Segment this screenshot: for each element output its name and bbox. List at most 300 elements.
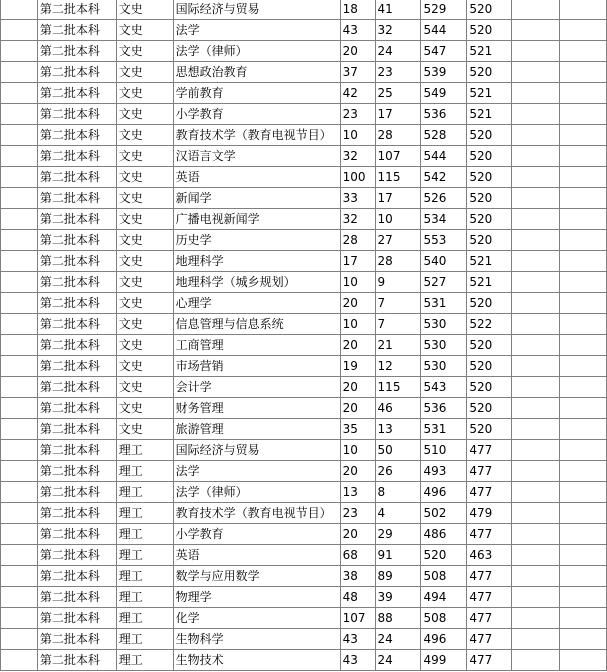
table-row (1, 440, 607, 461)
batch-cell: 第二批本科 (37, 650, 116, 671)
empty-cell (560, 20, 607, 41)
highest-score-cell: 508 (421, 566, 467, 587)
highest-score-cell: 494 (421, 587, 467, 608)
batch-cell: 第二批本科 (37, 608, 116, 629)
highest-score-cell: 549 (421, 83, 467, 104)
table-row (1, 356, 607, 377)
empty-cell (512, 209, 560, 230)
category-cell: 文史 (116, 104, 173, 125)
table-row (1, 0, 607, 20)
table-row (1, 314, 607, 335)
batch-cell: 第二批本科 (37, 356, 116, 377)
batch-cell: 第二批本科 (37, 461, 116, 482)
lowest-score-cell: 520 (467, 209, 512, 230)
batch-cell: 第二批本科 (37, 104, 116, 125)
lowest-score-cell: 477 (467, 524, 512, 545)
highest-score-cell: 508 (421, 608, 467, 629)
row-margin-cell (1, 188, 38, 209)
admitted-count-cell: 24 (375, 41, 421, 62)
plan-count-cell: 20 (340, 461, 375, 482)
admitted-count-cell: 26 (375, 461, 421, 482)
major-cell: 化学 (173, 608, 340, 629)
plan-count-cell: 10 (340, 314, 375, 335)
plan-count-cell: 20 (340, 335, 375, 356)
major-cell: 地理科学 (173, 251, 340, 272)
empty-cell (512, 419, 560, 440)
empty-cell (512, 167, 560, 188)
highest-score-cell: 496 (421, 482, 467, 503)
empty-cell (560, 188, 607, 209)
lowest-score-cell: 522 (467, 314, 512, 335)
category-cell: 文史 (116, 209, 173, 230)
empty-cell (560, 482, 607, 503)
row-margin-cell (1, 440, 38, 461)
row-margin-cell (1, 230, 38, 251)
highest-score-cell: 527 (421, 272, 467, 293)
row-margin-cell (1, 104, 38, 125)
table-row (1, 272, 607, 293)
plan-count-cell: 20 (340, 293, 375, 314)
admitted-count-cell: 17 (375, 104, 421, 125)
empty-cell (512, 125, 560, 146)
row-margin-cell (1, 167, 38, 188)
highest-score-cell: 526 (421, 188, 467, 209)
highest-score-cell: 553 (421, 230, 467, 251)
admitted-count-cell: 107 (375, 146, 421, 167)
category-cell: 文史 (116, 188, 173, 209)
admitted-count-cell: 4 (375, 503, 421, 524)
table-row (1, 419, 607, 440)
batch-cell: 第二批本科 (37, 167, 116, 188)
category-cell: 理工 (116, 545, 173, 566)
empty-cell (560, 566, 607, 587)
category-cell: 文史 (116, 41, 173, 62)
empty-cell (560, 230, 607, 251)
lowest-score-cell: 520 (467, 356, 512, 377)
empty-cell (560, 0, 607, 20)
plan-count-cell: 38 (340, 566, 375, 587)
row-margin-cell (1, 209, 38, 230)
admitted-count-cell: 32 (375, 20, 421, 41)
batch-cell: 第二批本科 (37, 0, 116, 20)
batch-cell: 第二批本科 (37, 251, 116, 272)
row-margin-cell (1, 503, 38, 524)
plan-count-cell: 43 (340, 629, 375, 650)
admitted-count-cell: 41 (375, 0, 421, 20)
empty-cell (512, 461, 560, 482)
category-cell: 文史 (116, 377, 173, 398)
category-cell: 文史 (116, 251, 173, 272)
empty-cell (512, 230, 560, 251)
empty-cell (560, 545, 607, 566)
category-cell: 文史 (116, 230, 173, 251)
plan-count-cell: 37 (340, 62, 375, 83)
empty-cell (560, 62, 607, 83)
category-cell: 理工 (116, 650, 173, 671)
plan-count-cell: 20 (340, 41, 375, 62)
lowest-score-cell: 521 (467, 41, 512, 62)
highest-score-cell: 531 (421, 293, 467, 314)
batch-cell: 第二批本科 (37, 41, 116, 62)
table-row (1, 104, 607, 125)
major-cell: 英语 (173, 167, 340, 188)
category-cell: 理工 (116, 608, 173, 629)
admitted-count-cell: 7 (375, 314, 421, 335)
lowest-score-cell: 477 (467, 566, 512, 587)
empty-cell (512, 377, 560, 398)
highest-score-cell: 510 (421, 440, 467, 461)
empty-cell (560, 377, 607, 398)
highest-score-cell: 534 (421, 209, 467, 230)
empty-cell (512, 482, 560, 503)
batch-cell: 第二批本科 (37, 230, 116, 251)
batch-cell: 第二批本科 (37, 335, 116, 356)
batch-cell: 第二批本科 (37, 146, 116, 167)
lowest-score-cell: 521 (467, 83, 512, 104)
row-margin-cell (1, 335, 38, 356)
empty-cell (512, 272, 560, 293)
batch-cell: 第二批本科 (37, 524, 116, 545)
admitted-count-cell: 10 (375, 209, 421, 230)
category-cell: 文史 (116, 272, 173, 293)
plan-count-cell: 28 (340, 230, 375, 251)
plan-count-cell: 100 (340, 167, 375, 188)
lowest-score-cell: 477 (467, 461, 512, 482)
admitted-count-cell: 13 (375, 419, 421, 440)
lowest-score-cell: 520 (467, 167, 512, 188)
highest-score-cell: 530 (421, 335, 467, 356)
lowest-score-cell: 477 (467, 440, 512, 461)
major-cell: 市场营销 (173, 356, 340, 377)
empty-cell (512, 188, 560, 209)
major-cell: 新闻学 (173, 188, 340, 209)
table-row (1, 293, 607, 314)
admitted-count-cell: 28 (375, 251, 421, 272)
highest-score-cell: 529 (421, 0, 467, 20)
row-margin-cell (1, 629, 38, 650)
empty-cell (512, 335, 560, 356)
major-cell: 历史学 (173, 230, 340, 251)
table-row (1, 251, 607, 272)
highest-score-cell: 496 (421, 629, 467, 650)
admitted-count-cell: 28 (375, 125, 421, 146)
empty-cell (560, 335, 607, 356)
admitted-count-cell: 91 (375, 545, 421, 566)
admitted-count-cell: 88 (375, 608, 421, 629)
plan-count-cell: 33 (340, 188, 375, 209)
plan-count-cell: 23 (340, 503, 375, 524)
major-cell: 财务管理 (173, 398, 340, 419)
admitted-count-cell: 21 (375, 335, 421, 356)
category-cell: 文史 (116, 398, 173, 419)
lowest-score-cell: 520 (467, 20, 512, 41)
table-row (1, 335, 607, 356)
empty-cell (560, 251, 607, 272)
batch-cell: 第二批本科 (37, 629, 116, 650)
table-row (1, 587, 607, 608)
highest-score-cell: 540 (421, 251, 467, 272)
category-cell: 文史 (116, 83, 173, 104)
major-cell: 广播电视新闻学 (173, 209, 340, 230)
batch-cell: 第二批本科 (37, 272, 116, 293)
row-margin-cell (1, 419, 38, 440)
major-cell: 学前教育 (173, 83, 340, 104)
table-row (1, 377, 607, 398)
table-row (1, 461, 607, 482)
batch-cell: 第二批本科 (37, 566, 116, 587)
row-margin-cell (1, 356, 38, 377)
category-cell: 理工 (116, 482, 173, 503)
empty-cell (512, 314, 560, 335)
category-cell: 理工 (116, 587, 173, 608)
table-row (1, 20, 607, 41)
empty-cell (560, 104, 607, 125)
highest-score-cell: 530 (421, 314, 467, 335)
empty-cell (560, 608, 607, 629)
admitted-count-cell: 23 (375, 62, 421, 83)
admitted-count-cell: 7 (375, 293, 421, 314)
plan-count-cell: 20 (340, 398, 375, 419)
plan-count-cell: 10 (340, 440, 375, 461)
category-cell: 文史 (116, 125, 173, 146)
table-row (1, 482, 607, 503)
admitted-count-cell: 27 (375, 230, 421, 251)
row-margin-cell (1, 41, 38, 62)
major-cell: 会计学 (173, 377, 340, 398)
category-cell: 理工 (116, 566, 173, 587)
plan-count-cell: 48 (340, 587, 375, 608)
plan-count-cell: 20 (340, 524, 375, 545)
batch-cell: 第二批本科 (37, 545, 116, 566)
admitted-count-cell: 24 (375, 650, 421, 671)
empty-cell (560, 83, 607, 104)
table-row (1, 41, 607, 62)
plan-count-cell: 32 (340, 146, 375, 167)
empty-cell (560, 272, 607, 293)
highest-score-cell: 493 (421, 461, 467, 482)
empty-cell (560, 41, 607, 62)
empty-cell (560, 293, 607, 314)
admitted-count-cell: 46 (375, 398, 421, 419)
lowest-score-cell: 520 (467, 419, 512, 440)
major-cell: 教育技术学（教育电视节目） (173, 125, 340, 146)
table-row (1, 566, 607, 587)
highest-score-cell: 544 (421, 20, 467, 41)
empty-cell (560, 314, 607, 335)
admitted-count-cell: 29 (375, 524, 421, 545)
plan-count-cell: 19 (340, 356, 375, 377)
major-cell: 国际经济与贸易 (173, 440, 340, 461)
admitted-count-cell: 50 (375, 440, 421, 461)
empty-cell (512, 650, 560, 671)
empty-cell (512, 41, 560, 62)
table-row (1, 209, 607, 230)
major-cell: 汉语言文学 (173, 146, 340, 167)
row-margin-cell (1, 524, 38, 545)
highest-score-cell: 530 (421, 356, 467, 377)
major-cell: 信息管理与信息系统 (173, 314, 340, 335)
admitted-count-cell: 39 (375, 587, 421, 608)
highest-score-cell: 520 (421, 545, 467, 566)
empty-cell (512, 398, 560, 419)
lowest-score-cell: 520 (467, 146, 512, 167)
empty-cell (512, 293, 560, 314)
highest-score-cell: 499 (421, 650, 467, 671)
category-cell: 文史 (116, 314, 173, 335)
empty-cell (560, 461, 607, 482)
major-cell: 生物科学 (173, 629, 340, 650)
batch-cell: 第二批本科 (37, 62, 116, 83)
empty-cell (560, 398, 607, 419)
major-cell: 数学与应用数学 (173, 566, 340, 587)
lowest-score-cell: 477 (467, 587, 512, 608)
highest-score-cell: 542 (421, 167, 467, 188)
plan-count-cell: 10 (340, 272, 375, 293)
empty-cell (512, 146, 560, 167)
category-cell: 理工 (116, 503, 173, 524)
batch-cell: 第二批本科 (37, 293, 116, 314)
batch-cell: 第二批本科 (37, 587, 116, 608)
major-cell: 地理科学（城乡规划） (173, 272, 340, 293)
row-margin-cell (1, 293, 38, 314)
category-cell: 理工 (116, 461, 173, 482)
major-cell: 法学（律师） (173, 41, 340, 62)
empty-cell (512, 20, 560, 41)
major-cell: 旅游管理 (173, 419, 340, 440)
lowest-score-cell: 477 (467, 629, 512, 650)
empty-cell (512, 62, 560, 83)
category-cell: 理工 (116, 524, 173, 545)
empty-cell (512, 503, 560, 524)
batch-cell: 第二批本科 (37, 314, 116, 335)
empty-cell (512, 83, 560, 104)
lowest-score-cell: 477 (467, 608, 512, 629)
empty-cell (560, 650, 607, 671)
row-margin-cell (1, 251, 38, 272)
lowest-score-cell: 520 (467, 293, 512, 314)
empty-cell (560, 419, 607, 440)
row-margin-cell (1, 482, 38, 503)
plan-count-cell: 13 (340, 482, 375, 503)
lowest-score-cell: 520 (467, 230, 512, 251)
plan-count-cell: 32 (340, 209, 375, 230)
row-margin-cell (1, 608, 38, 629)
row-margin-cell (1, 398, 38, 419)
lowest-score-cell: 520 (467, 188, 512, 209)
batch-cell: 第二批本科 (37, 482, 116, 503)
empty-cell (512, 440, 560, 461)
batch-cell: 第二批本科 (37, 398, 116, 419)
category-cell: 文史 (116, 0, 173, 20)
table-row (1, 167, 607, 188)
category-cell: 文史 (116, 293, 173, 314)
empty-cell (560, 125, 607, 146)
major-cell: 教育技术学（教育电视节目） (173, 503, 340, 524)
empty-cell (512, 608, 560, 629)
highest-score-cell: 544 (421, 146, 467, 167)
row-margin-cell (1, 0, 38, 20)
major-cell: 物理学 (173, 587, 340, 608)
lowest-score-cell: 520 (467, 62, 512, 83)
category-cell: 文史 (116, 335, 173, 356)
lowest-score-cell: 479 (467, 503, 512, 524)
batch-cell: 第二批本科 (37, 419, 116, 440)
lowest-score-cell: 477 (467, 482, 512, 503)
plan-count-cell: 18 (340, 0, 375, 20)
batch-cell: 第二批本科 (37, 20, 116, 41)
empty-cell (560, 356, 607, 377)
table-row (1, 230, 607, 251)
category-cell: 理工 (116, 629, 173, 650)
lowest-score-cell: 521 (467, 272, 512, 293)
table-row (1, 545, 607, 566)
major-cell: 小学教育 (173, 104, 340, 125)
lowest-score-cell: 520 (467, 125, 512, 146)
empty-cell (512, 629, 560, 650)
plan-count-cell: 107 (340, 608, 375, 629)
table-row (1, 62, 607, 83)
table-row (1, 188, 607, 209)
empty-cell (512, 104, 560, 125)
plan-count-cell: 35 (340, 419, 375, 440)
admitted-count-cell: 25 (375, 83, 421, 104)
empty-cell (512, 566, 560, 587)
lowest-score-cell: 520 (467, 335, 512, 356)
major-cell: 工商管理 (173, 335, 340, 356)
admitted-count-cell: 9 (375, 272, 421, 293)
row-margin-cell (1, 62, 38, 83)
highest-score-cell: 528 (421, 125, 467, 146)
empty-cell (560, 209, 607, 230)
admitted-count-cell: 115 (375, 167, 421, 188)
major-cell: 英语 (173, 545, 340, 566)
category-cell: 文史 (116, 146, 173, 167)
plan-count-cell: 42 (340, 83, 375, 104)
row-margin-cell (1, 83, 38, 104)
major-cell: 小学教育 (173, 524, 340, 545)
row-margin-cell (1, 650, 38, 671)
empty-cell (560, 440, 607, 461)
major-cell: 法学 (173, 20, 340, 41)
lowest-score-cell: 520 (467, 377, 512, 398)
empty-cell (560, 167, 607, 188)
empty-cell (512, 356, 560, 377)
plan-count-cell: 43 (340, 20, 375, 41)
empty-cell (512, 587, 560, 608)
batch-cell: 第二批本科 (37, 377, 116, 398)
major-cell: 法学 (173, 461, 340, 482)
row-margin-cell (1, 377, 38, 398)
lowest-score-cell: 520 (467, 398, 512, 419)
major-cell: 生物技术 (173, 650, 340, 671)
plan-count-cell: 43 (340, 650, 375, 671)
highest-score-cell: 547 (421, 41, 467, 62)
major-cell: 心理学 (173, 293, 340, 314)
empty-cell (560, 629, 607, 650)
plan-count-cell: 20 (340, 377, 375, 398)
admitted-count-cell: 89 (375, 566, 421, 587)
lowest-score-cell: 521 (467, 104, 512, 125)
highest-score-cell: 539 (421, 62, 467, 83)
table-row (1, 524, 607, 545)
row-margin-cell (1, 146, 38, 167)
highest-score-cell: 531 (421, 419, 467, 440)
highest-score-cell: 502 (421, 503, 467, 524)
admitted-count-cell: 8 (375, 482, 421, 503)
admitted-count-cell: 115 (375, 377, 421, 398)
highest-score-cell: 536 (421, 398, 467, 419)
category-cell: 文史 (116, 419, 173, 440)
